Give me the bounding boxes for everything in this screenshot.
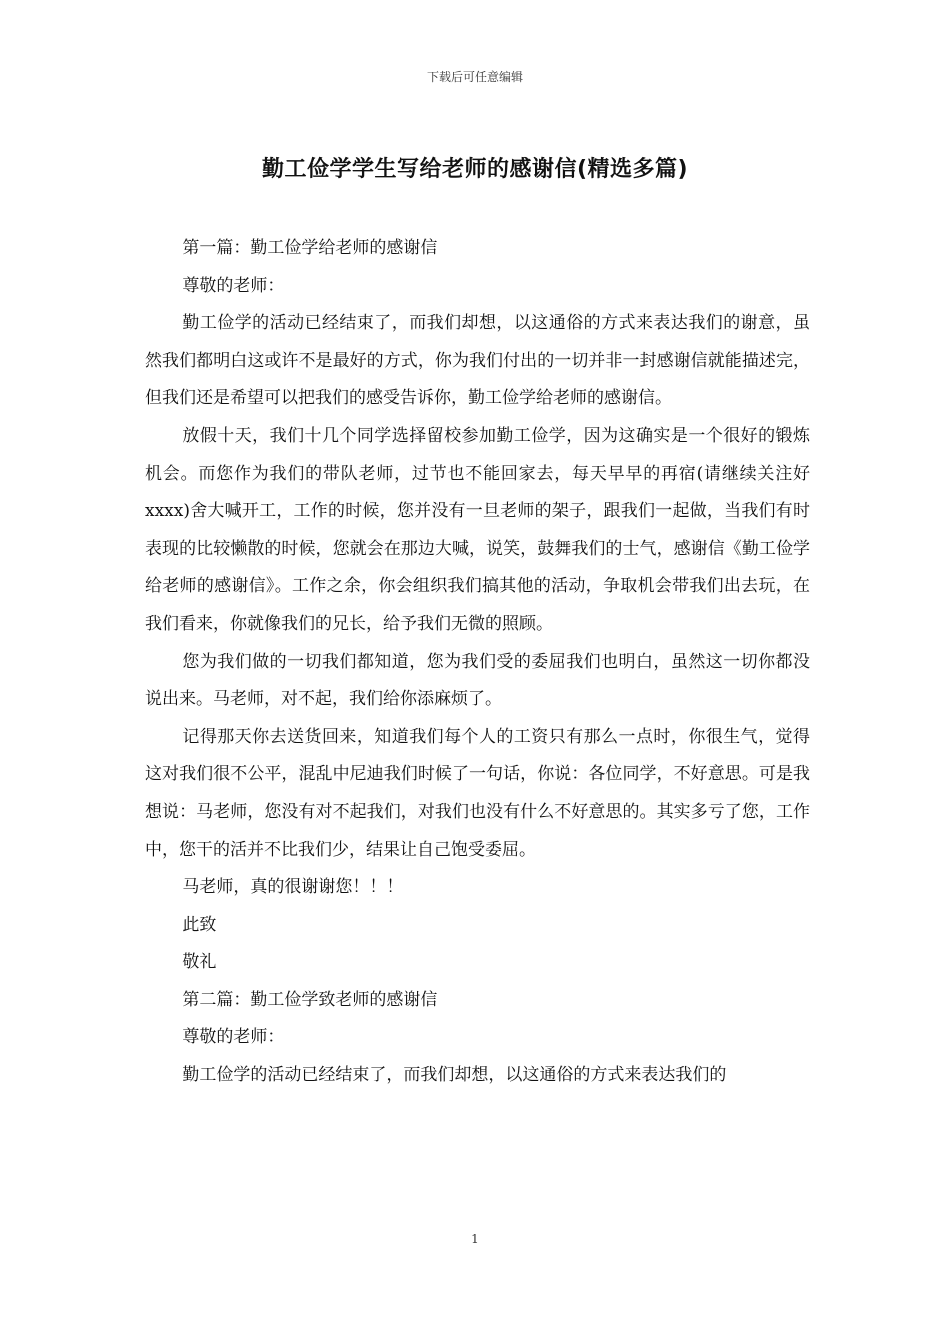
page-header: 下载后可任意编辑: [426, 70, 523, 84]
section-heading-2: 第二篇：勤工俭学致老师的感谢信: [182, 989, 438, 1010]
salutation: 尊敬的老师：: [182, 275, 285, 296]
page-number: 1: [471, 1232, 479, 1246]
paragraph: 记得那天你去送货回来，知道我们每个人的工资只有那么一点时，你很生气，觉得这对我们很不公平，混乱中尼迪我们时候了一句话，你说：各位同学，不好意思。可是我想说：马老师，您没有对不起我们，对我们也没有什么不好意思的。其实多亏了您，工作中，您干的活并不比我们少，结果让自己饱受委屈。: [145, 726, 810, 860]
document-body: [145, 230, 810, 1095]
paragraph: 勤工俭学的活动已经结束了，而我们却想，以这通俗的方式来表达我们的谢意，虽然我们都明白这或许不是最好的方式，你为我们付出的一切并非一封感谢信就能描述完，但我们还是希望可以把我们的感受告诉你，勤工俭学给老师的感谢信。: [145, 313, 810, 409]
closing: 此致: [182, 914, 217, 935]
section-heading-1: 第一篇：勤工俭学给老师的感谢信: [182, 238, 438, 258]
salutation: 尊敬的老师：: [182, 1027, 285, 1048]
paragraph: 马老师，真的很谢谢您！！！: [182, 877, 404, 898]
paragraph: 您为我们做的一切我们都知道，您为我们受的委屈我们也明白，虽然这一切你都没说出来。马老师，对不起，我们给你添麻烦了。: [145, 651, 810, 710]
paragraph: 勤工俭学的活动已经结束了，而我们却想，以这通俗的方式来表达我们的: [182, 1065, 727, 1086]
paragraph: 放假十天，我们十几个同学选择留校参加勤工俭学，因为这确实是一个很好的锻炼机会。而您作为我们的带队老师，过节也不能回家去，每天早早的再宿(请继续关注好xxxx)舍大喊开工，工作的时候，您并没有一旦老师的架子，跟我们一起做，当我们有时表现的比较懒散的时候，您就会在那边大喊，说笑，鼓舞我们的士气，感谢信《勤工俭学给老师的感谢信》。工作之余，你会组织我们搞其他的活动，争取机会带我们出去玩，在我们看来，你就像我们的兄长，给予我们无微的照顾。: [145, 425, 810, 634]
document-title: 勤工俭学学生写给老师的感谢信(精选多篇): [261, 157, 689, 182]
closing: 敬礼: [182, 952, 217, 973]
